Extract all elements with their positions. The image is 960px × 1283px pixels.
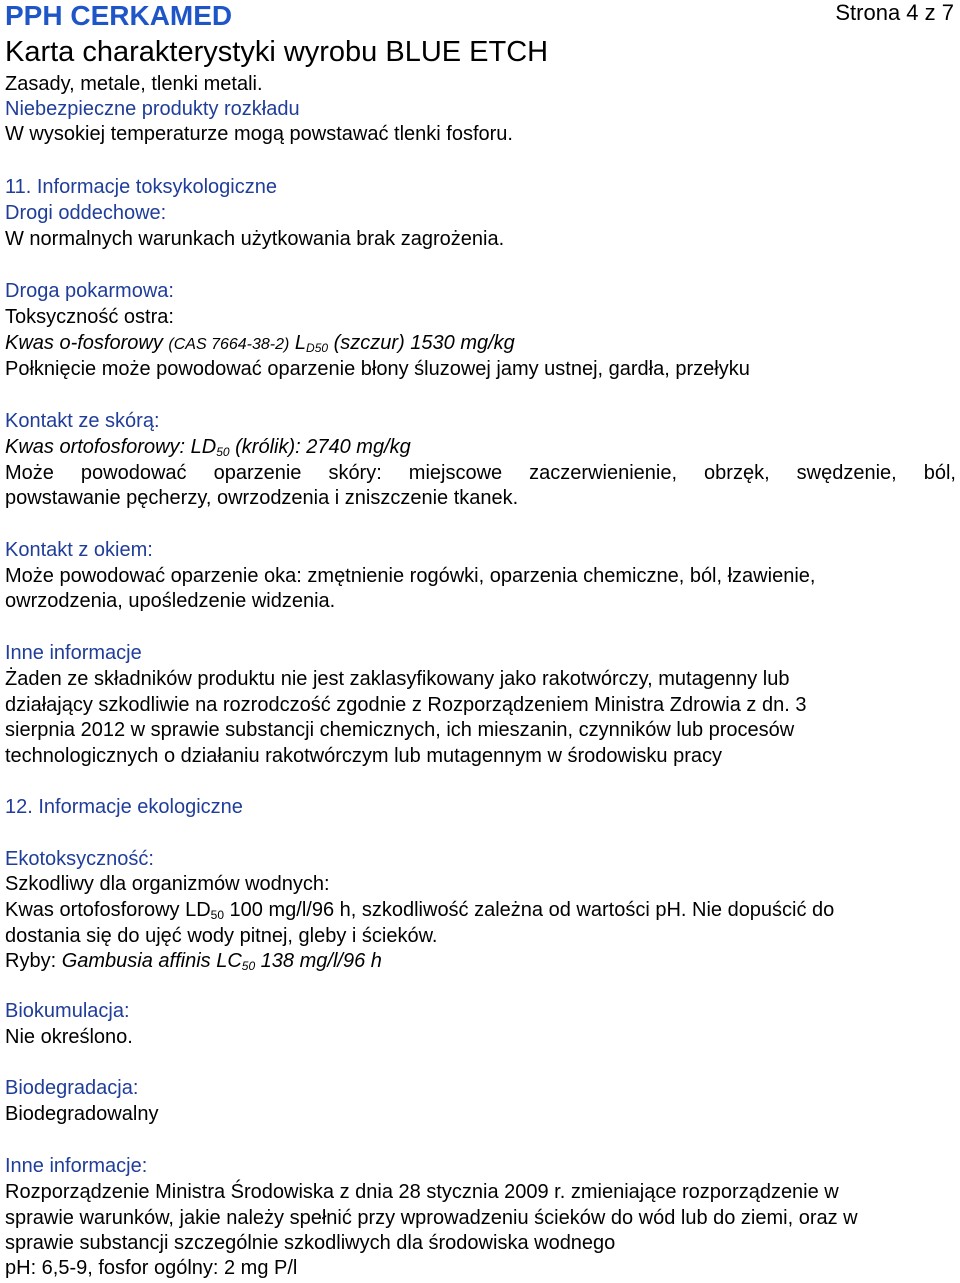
section-11-title: 11. Informacje toksykologiczne xyxy=(5,176,277,198)
company-name: PPH CERKAMED xyxy=(5,0,233,31)
skin-substance: Kwas ortofosforowy: LD xyxy=(5,436,217,458)
oral-heading: Droga pokarmowa: xyxy=(5,280,174,302)
oral-ld50-value: (szczur) 1530 mg/kg xyxy=(333,332,515,354)
fish-species: Gambusia affinis LC xyxy=(61,950,242,972)
ecotoxicity-text-2: dostania się do ujęć wody pitnej, gleby i ścieków. xyxy=(5,925,438,947)
oral-d50-subscript: D50 xyxy=(306,341,329,355)
document-title: Karta charakterystyki wyrobu BLUE ETCH xyxy=(5,36,549,68)
biodegradation-heading: Biodegradacja: xyxy=(5,1077,139,1099)
skin-ld50-value: (królik): 2740 mg/kg xyxy=(235,436,411,458)
ecotoxicity-ld50-line xyxy=(5,898,834,922)
acute-toxicity-label: Toksyczność ostra: xyxy=(5,306,174,328)
eye-heading: Kontakt z okiem: xyxy=(5,539,153,561)
cas-number: (CAS 7664-38-2) xyxy=(168,336,290,353)
eco-other-text-3: sprawie substancji szczególnie szkodliwych dla środowiska wodnego xyxy=(5,1232,616,1254)
decomposition-text: W wysokiej temperaturze mogą powstawać tlenki fosforu. xyxy=(5,123,513,145)
inhalation-text: W normalnych warunkach użytkowania brak zagrożenia. xyxy=(5,228,505,250)
skin-ld50-line xyxy=(5,435,411,459)
fish-value: 138 mg/l/96 h xyxy=(255,950,382,972)
ingestion-text: Połknięcie może powodować oparzenie błony śluzowej jamy ustnej, gardła, przełyku xyxy=(5,358,750,380)
bioaccumulation-text: Nie określono. xyxy=(5,1026,133,1048)
page-number: Strona 4 z 7 xyxy=(835,0,954,25)
other-info-text-2: działający szkodliwie na rozrodczość zgodnie z Rozporządzeniem Ministra Zdrowia z dn. 3 xyxy=(5,694,807,716)
other-info-text-4: technologicznych o działaniu rakotwórczym lub mutagennym w środowisku pracy xyxy=(5,745,722,767)
biodegradation-text: Biodegradowalny xyxy=(5,1103,159,1125)
section-12-title: 12. Informacje ekologiczne xyxy=(5,796,243,818)
eco-substance: Kwas ortofosforowy LD xyxy=(5,899,211,921)
oral-substance: Kwas o-fosforowy xyxy=(5,332,163,354)
other-info-text-1: Żaden ze składników produktu nie jest zaklasyfikowany jako rakotwórczy, mutagenny lub xyxy=(5,668,790,690)
eco-value: 100 mg/l/96 h, szkodliwość zależna od wartości pH. Nie dopuścić do xyxy=(224,899,835,921)
eye-text-2: owrzodzenia, upośledzenie widzenia. xyxy=(5,590,336,612)
oral-ld50-line xyxy=(5,331,515,357)
eco-other-heading: Inne informacje: xyxy=(5,1155,148,1177)
eco-subscript: 50 xyxy=(210,908,224,922)
oral-l: L xyxy=(294,332,307,354)
skin-text-1: Może powodować oparzenie skóry: miejscowe zaczerwienienie, obrzęk, swędzenie, ból, xyxy=(5,462,956,484)
decomposition-heading: Niebezpieczne produkty rozkładu xyxy=(5,98,300,120)
eye-text-1: Może powodować oparzenie oka: zmętnienie rogówki, oparzenia chemiczne, ból, łzawienie, xyxy=(5,565,816,587)
ecotoxicity-text: Szkodliwy dla organizmów wodnych: xyxy=(5,873,330,895)
skin-text-2: powstawanie pęcherzy, owrzodzenia i zniszczenie tkanek. xyxy=(5,487,519,509)
skin-subscript: 50 xyxy=(216,445,230,459)
skin-heading: Kontakt ze skórą: xyxy=(5,410,160,432)
other-info-text-3: sierpnia 2012 w sprawie substancji chemicznych, ich mieszanin, czynników lub procesów xyxy=(5,719,795,741)
bioaccumulation-heading: Biokumulacja: xyxy=(5,1000,130,1022)
ecotoxicity-heading: Ekotoksyczność: xyxy=(5,848,154,870)
eco-other-text-1: Rozporządzenie Ministra Środowiska z dnia 28 stycznia 2009 r. zmieniające rozporządzenie w xyxy=(5,1181,839,1203)
fish-line xyxy=(5,949,382,973)
other-info-heading: Inne informacje xyxy=(5,642,142,664)
eco-other-text-4: pH: 6,5-9, fosfor ogólny: 2 mg P/l xyxy=(5,1257,298,1279)
inhalation-heading: Drogi oddechowe: xyxy=(5,202,167,224)
fish-subscript: 50 xyxy=(241,959,256,973)
fish-label: Ryby: xyxy=(5,950,62,972)
intro-line: Zasady, metale, tlenki metali. xyxy=(5,73,263,95)
eco-other-text-2: sprawie warunków, jakie należy spełnić przy wprowadzeniu ścieków do wód lub do ziemi, oraz w xyxy=(5,1207,858,1229)
